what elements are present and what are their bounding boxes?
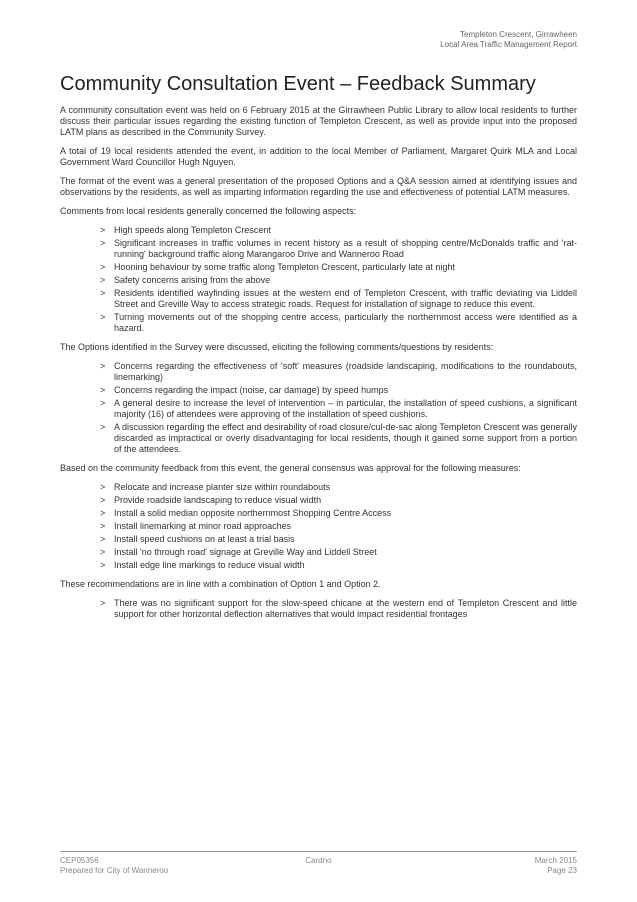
arrow-bullet-icon: > (100, 275, 106, 285)
paragraph-comments-intro: Comments from local residents generally concerned the following aspects: (60, 206, 357, 216)
footer-page-number: Page 23 (547, 866, 577, 875)
list-resident-comments (60, 361, 577, 455)
list-resident-concerns (60, 225, 577, 334)
list-item: > A general desire to increase the level of intervention – in particular, the installation of speed cushions, a significant majority (16) of attendees were approving of the installation of speed cushions. (100, 398, 577, 419)
arrow-bullet-icon: > (100, 361, 106, 371)
arrow-bullet-icon: > (100, 534, 106, 544)
page-footer (60, 851, 577, 875)
list-item: > Concerns regarding the impact (noise, car damage) by speed humps (100, 385, 389, 395)
list-item: > Install a solid median opposite northernmost Shopping Centre Access (100, 508, 392, 518)
paragraph-recommendations: These recommendations are in line with a combination of Option 1 and Option 2. (60, 579, 381, 589)
arrow-bullet-icon: > (100, 482, 106, 492)
list-item: > Install linemarking at minor road approaches (100, 521, 292, 531)
list-item: > Significant increases in traffic volumes in recent history as a result of shopping centre/McDonalds traffic and 'rat-running' background traffic along Marangaroo Drive and Wanneroo Road (100, 238, 577, 259)
list-item: > Provide roadside landscaping to reduce visual width (100, 495, 322, 505)
paragraph-intro: A community consultation event was held on 6 February 2015 at the Girrawheen Public Library to allow local residents to further discuss their particular issues regarding the existing function of Templeton Crescent, as well as provide input into the proposed LATM plans as described in the Community Survey. (60, 105, 577, 137)
paragraph-format: The format of the event was a general presentation of the proposed Options and a Q&A session aimed at identifying issues and observations by the residents, as well as imparting information regarding the use and effectiveness of potential LATM measures. (60, 176, 577, 197)
paragraph-attendance: A total of 19 local residents attended the event, in addition to the local Member of Parliament, Margaret Quirk MLA and Local Government Ward Councillor Hugh Nguyen. (60, 146, 577, 167)
list-item: > There was no significant support for the slow-speed chicane at the western end of Templeton Crescent and little support for other horizontal deflection alternatives that would impact residential frontages (100, 598, 577, 619)
list-approved-measures (60, 482, 577, 571)
arrow-bullet-icon: > (100, 262, 106, 272)
page-header (440, 30, 577, 50)
header-report: Local Area Traffic Management Report (440, 40, 577, 49)
arrow-bullet-icon: > (100, 495, 106, 505)
arrow-bullet-icon: > (100, 598, 106, 608)
list-item: > Relocate and increase planter size within roundabouts (100, 482, 331, 492)
list-item: > Install speed cushions on at least a trial basis (100, 534, 295, 544)
list-item: > Install edge line markings to reduce visual width (100, 560, 305, 570)
footer-company: Cardno (305, 856, 332, 865)
arrow-bullet-icon: > (100, 385, 106, 395)
list-item: > Install 'no through road' signage at Greville Way and Liddell Street (100, 547, 377, 557)
arrow-bullet-icon: > (100, 547, 106, 557)
document-body (60, 72, 577, 628)
paragraph-consensus: Based on the community feedback from this event, the general consensus was approval for the following measures: (60, 463, 521, 473)
footer-right (535, 856, 577, 876)
arrow-bullet-icon: > (100, 398, 106, 408)
list-item: > Turning movements out of the shopping centre access, particularly the northernmost access were identified as a hazard. (100, 312, 577, 333)
arrow-bullet-icon: > (100, 508, 106, 518)
page-title: Community Consultation Event – Feedback Summary (60, 73, 536, 95)
list-item: > Safety concerns arising from the above (100, 275, 271, 285)
footer-date: March 2015 (534, 856, 577, 865)
footer-document-number: CEP05356 (60, 856, 99, 865)
arrow-bullet-icon: > (100, 238, 106, 248)
list-item: > Hooning behaviour by some traffic along Templeton Crescent, particularly late at night (100, 262, 455, 272)
list-item: > A discussion regarding the effect and desirability of road closure/cul-de-sac along Templeton Crescent was generally discarded as impractical or overly disadvantaging for local residents, though it gained some support from a portion of the attendees. (100, 422, 577, 454)
arrow-bullet-icon: > (100, 521, 106, 531)
arrow-bullet-icon: > (100, 312, 106, 322)
paragraph-options-discussed: The Options identified in the Survey were discussed, eliciting the following comments/questions by residents: (60, 342, 494, 352)
list-item: > High speeds along Templeton Crescent (100, 225, 271, 235)
arrow-bullet-icon: > (100, 288, 106, 298)
list-not-supported (60, 598, 577, 620)
arrow-bullet-icon: > (100, 422, 106, 432)
footer-prepared-for: Prepared for City of Wanneroo (60, 866, 169, 875)
list-item: > Residents identified wayfinding issues at the western end of Templeton Crescent, with traffic deviating via Liddell Street and Greville Way to access strategic roads. Request for installation of signage to reduce this event. (100, 288, 577, 309)
arrow-bullet-icon: > (100, 225, 106, 235)
header-project: Templeton Crescent, Girrawheen (460, 30, 577, 39)
list-item: > Concerns regarding the effectiveness of 'soft' measures (roadside landscaping, modifications to the roundabouts, linemarking) (100, 361, 577, 382)
arrow-bullet-icon: > (100, 560, 106, 570)
